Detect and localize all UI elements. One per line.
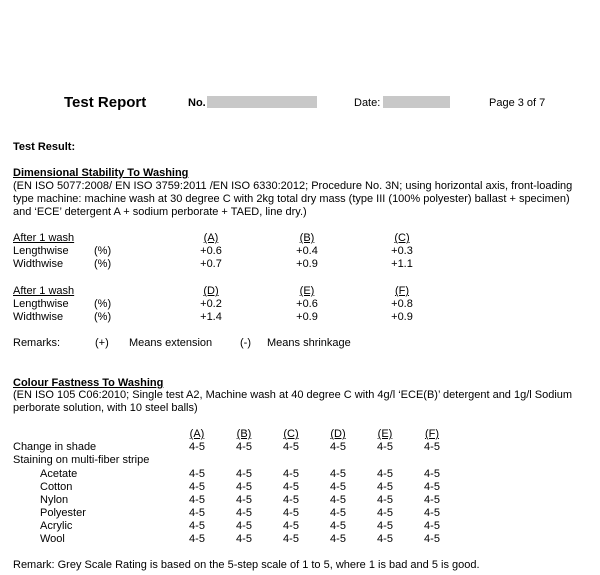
shrinkage-text: Means shrinkage [267, 337, 351, 349]
table-cell: 4-5 [330, 533, 346, 545]
table-cell: +0.6 [200, 245, 222, 257]
table-cell: +0.8 [391, 298, 413, 310]
grey-scale-remark: Remark: Grey Scale Rating is based on the 5-step scale of 1 to 5, where 1 is bad and 5 is good. [13, 559, 480, 571]
report-title: Test Report [64, 94, 147, 111]
table-cell: 4-5 [283, 520, 299, 532]
sample-column-header: (A) [189, 428, 205, 440]
percent-unit: (%) [94, 245, 112, 257]
table-cell: 4-5 [424, 441, 440, 453]
table-cell: 4-5 [189, 533, 205, 545]
table-cell: 4-5 [424, 494, 440, 506]
redacted-date [383, 96, 450, 108]
table-cell: 4-5 [236, 533, 252, 545]
table-cell: 4-5 [377, 441, 393, 453]
table-cell: 4-5 [189, 494, 205, 506]
table-cell: 4-5 [424, 468, 440, 480]
table-cell: 4-5 [236, 507, 252, 519]
staining-label: Staining on multi-fiber stripe [13, 454, 150, 466]
sample-column-header: (D) [203, 285, 219, 297]
table-cell: 4-5 [283, 441, 299, 453]
remarks-label: Remarks: [13, 337, 61, 349]
table-cell: +1.1 [391, 258, 413, 270]
table-cell: +0.9 [296, 258, 318, 270]
fiber-label: Nylon [40, 494, 69, 506]
table-cell: 4-5 [236, 481, 252, 493]
redacted-report-number [207, 96, 317, 108]
sample-column-header: (F) [424, 428, 440, 440]
table-cell: 4-5 [330, 507, 346, 519]
table-cell: +0.9 [391, 311, 413, 323]
table-cell: 4-5 [330, 494, 346, 506]
sample-column-header: (E) [377, 428, 393, 440]
percent-unit: (%) [94, 311, 112, 323]
fiber-label: Acrylic [40, 520, 73, 532]
table-cell: +0.3 [391, 245, 413, 257]
table-cell: +0.7 [200, 258, 222, 270]
fiber-label: Acetate [40, 468, 78, 480]
table-cell: 4-5 [189, 441, 205, 453]
table-cell: +0.6 [296, 298, 318, 310]
table-cell: 4-5 [377, 533, 393, 545]
direction-label: Widthwise [13, 258, 64, 270]
after-wash-label: After 1 wash [13, 285, 75, 297]
table-cell: 4-5 [424, 520, 440, 532]
date-label: Date: [354, 97, 381, 109]
sample-column-header: (B) [299, 232, 315, 244]
table-cell: 4-5 [189, 520, 205, 532]
table-cell: 4-5 [236, 441, 252, 453]
fiber-label: Wool [40, 533, 65, 545]
table-cell: 4-5 [283, 481, 299, 493]
colour-description: (EN ISO 105 C06:2010; Single test A2, Machine wash at 40 degree C with 4g/l ‘ECE(B)’ detergent and 1g/l Sodium perborate solution, with 10 steel balls) [13, 389, 573, 414]
sample-column-header: (D) [330, 428, 346, 440]
table-cell: +0.2 [200, 298, 222, 310]
dimensional-description: (EN ISO 5077:2008/ EN ISO 3759:2011 /EN ISO 6330:2012; Procedure No. 3N; using horizontal axis, front-loading type machine: machine wash at 30 degree C with 2kg total dry mass (type III (100% polyester) ballast + specimen) and ‘ECE’ detergent A + sodium perborate + TAED, line dry.) [13, 180, 573, 218]
table-cell: 4-5 [330, 441, 346, 453]
table-cell: 4-5 [424, 533, 440, 545]
table-cell: 4-5 [283, 533, 299, 545]
sample-column-header: (C) [283, 428, 299, 440]
table-cell: 4-5 [236, 468, 252, 480]
dimensional-heading: Dimensional Stability To Washing [13, 167, 189, 179]
sample-column-header: (C) [394, 232, 410, 244]
after-wash-label: After 1 wash [13, 232, 75, 244]
table-cell: 4-5 [377, 494, 393, 506]
sample-column-header: (F) [394, 285, 410, 297]
table-cell: 4-5 [189, 507, 205, 519]
table-cell: 4-5 [236, 494, 252, 506]
table-cell: 4-5 [283, 494, 299, 506]
table-cell: +1.4 [200, 311, 222, 323]
test-result-label: Test Result: [13, 141, 76, 153]
direction-label: Widthwise [13, 311, 64, 323]
table-cell: 4-5 [377, 468, 393, 480]
sample-column-header: (B) [236, 428, 252, 440]
table-cell: 4-5 [330, 481, 346, 493]
table-cell: 4-5 [377, 507, 393, 519]
table-cell: +0.9 [296, 311, 318, 323]
table-cell: 4-5 [377, 520, 393, 532]
table-cell: 4-5 [330, 520, 346, 532]
table-cell: 4-5 [377, 481, 393, 493]
colour-heading: Colour Fastness To Washing [13, 377, 164, 389]
direction-label: Lengthwise [13, 245, 69, 257]
report-number-label: No. [188, 97, 206, 109]
table-cell: 4-5 [424, 481, 440, 493]
table-cell: 4-5 [189, 468, 205, 480]
table-cell: 4-5 [236, 520, 252, 532]
sample-column-header: (E) [299, 285, 315, 297]
table-cell: 4-5 [283, 468, 299, 480]
change-in-shade-label: Change in shade [13, 441, 97, 453]
extension-text: Means extension [129, 337, 213, 349]
table-cell: 4-5 [424, 507, 440, 519]
page-number: Page 3 of 7 [489, 97, 546, 109]
fiber-label: Cotton [40, 481, 73, 493]
plus-sign: (+) [95, 337, 109, 349]
percent-unit: (%) [94, 258, 112, 270]
table-cell: 4-5 [189, 481, 205, 493]
table-cell: 4-5 [283, 507, 299, 519]
direction-label: Lengthwise [13, 298, 69, 310]
minus-sign: (-) [240, 337, 251, 349]
table-cell: 4-5 [330, 468, 346, 480]
sample-column-header: (A) [203, 232, 219, 244]
percent-unit: (%) [94, 298, 112, 310]
table-cell: +0.4 [296, 245, 318, 257]
fiber-label: Polyester [40, 507, 86, 519]
